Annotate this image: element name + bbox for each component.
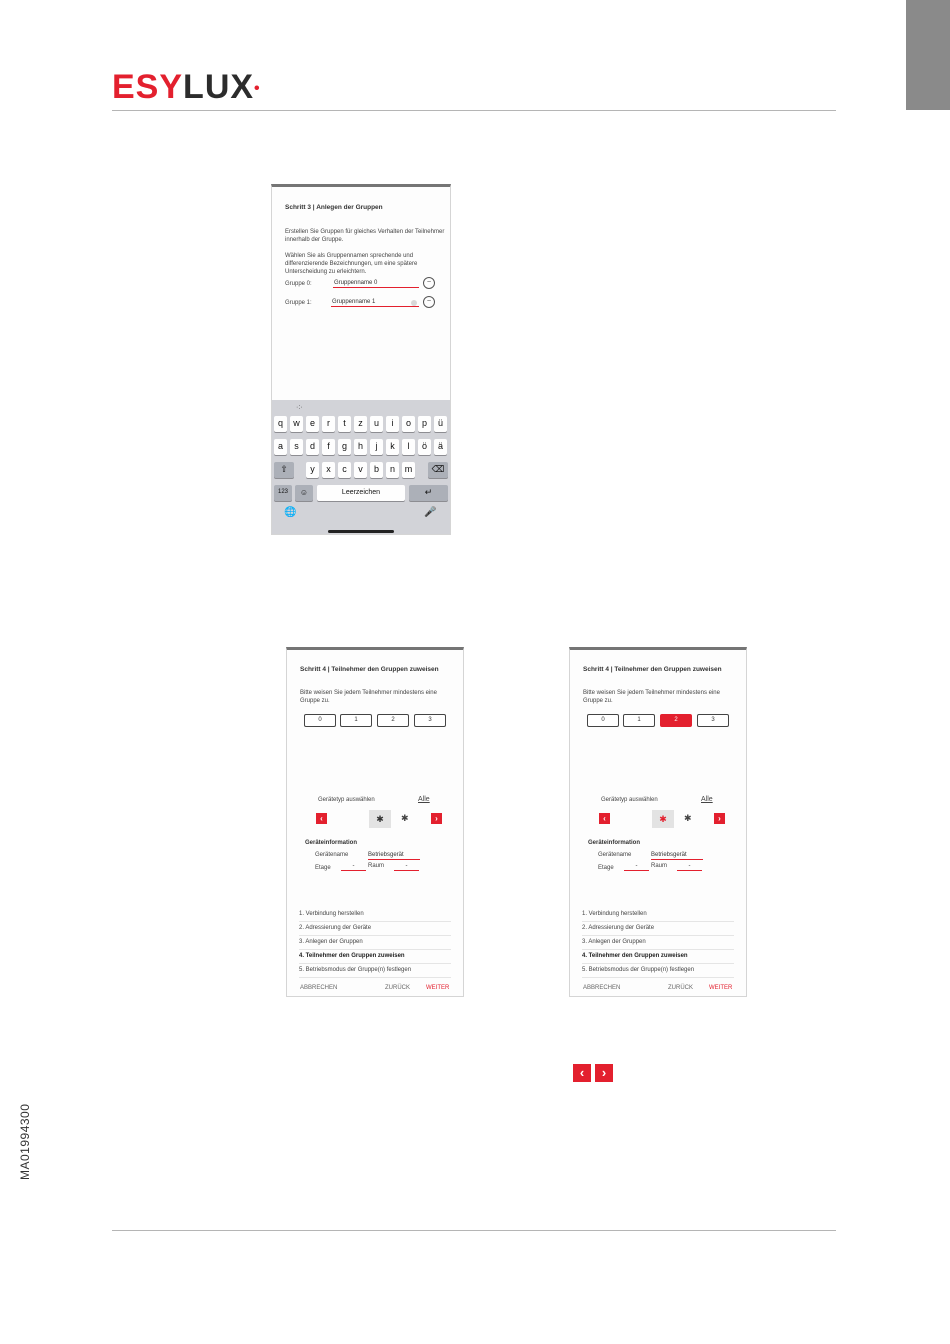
emoji-key[interactable]: ☺ [295, 485, 313, 501]
back-button[interactable]: ZURÜCK [668, 985, 693, 991]
device-type-select[interactable]: Alle [418, 796, 430, 803]
step4-instruction: Bitte weisen Sie jedem Teilnehmer mindestens eine Gruppe zu. [300, 690, 437, 704]
key-f[interactable]: f [322, 439, 335, 455]
room-label: Raum [651, 863, 668, 869]
device-icon[interactable]: ✱ [401, 813, 409, 823]
numbers-key[interactable]: 123 [274, 485, 292, 501]
device-info-heading: Geräteinformation [588, 840, 641, 846]
step-item-2: 2. Adressierung der Geräte [582, 922, 734, 936]
key-g[interactable]: g [338, 439, 351, 455]
key-a[interactable]: a [274, 439, 287, 455]
microphone-icon[interactable]: 🎤 [424, 507, 437, 518]
key-t[interactable]: t [338, 416, 351, 432]
device-type-label: Gerätetyp auswählen [601, 797, 658, 803]
room-field[interactable]: - [677, 862, 702, 871]
shift-key[interactable]: ⇧ [274, 462, 294, 478]
delete-key[interactable]: ⌫ [428, 462, 448, 478]
group-button-0[interactable]: 0 [304, 714, 336, 727]
keyboard-suggestion-icon: ·:· [296, 404, 303, 411]
step-item-5: 5. Betriebsmodus der Gruppe(n) festlegen [582, 964, 734, 978]
key-s[interactable]: s [290, 439, 303, 455]
onscreen-keyboard [272, 400, 450, 535]
group0-edit-icon[interactable]: ~ [423, 277, 435, 289]
floor-label: Etage [315, 865, 331, 871]
room-field[interactable]: - [394, 862, 419, 871]
key-v[interactable]: v [354, 462, 367, 478]
group1-name-input[interactable]: Gruppenname 1 [331, 297, 419, 307]
step-item-3: 3. Anlegen der Gruppen [299, 936, 451, 950]
screenshot-step4-group2-selected [569, 647, 747, 997]
top-divider [112, 110, 836, 111]
step3-para1: Erstellen Sie Gruppen für gleiches Verhalten der Teilnehmer innerhalb der Gruppe. [285, 229, 445, 243]
device-name-label: Gerätename [598, 852, 632, 858]
logo-dot: • [254, 80, 261, 98]
device-icon-selected[interactable]: ✱ [369, 810, 391, 828]
device-info-heading: Geräteinformation [305, 840, 358, 846]
chevron-right-icon: › [595, 1064, 613, 1082]
group-button-1[interactable]: 1 [623, 714, 655, 727]
step4-title: Schritt 4 | Teilnehmer den Gruppen zuweisen [300, 666, 439, 673]
next-button[interactable]: WEITER [426, 985, 450, 991]
key-ae[interactable]: ä [434, 439, 447, 455]
key-h[interactable]: h [354, 439, 367, 455]
step3-title: Schritt 3 | Anlegen der Gruppen [285, 204, 383, 211]
key-o[interactable]: o [402, 416, 415, 432]
device-type-select[interactable]: Alle [701, 796, 713, 803]
key-r[interactable]: r [322, 416, 335, 432]
key-u[interactable]: u [370, 416, 383, 432]
logo-part-esy: ESY [112, 68, 184, 106]
key-x[interactable]: x [322, 462, 335, 478]
group-button-3[interactable]: 3 [414, 714, 446, 727]
device-name-field[interactable]: Betriebsgerät [651, 851, 703, 860]
step-item-2: 2. Adressierung der Geräte [299, 922, 451, 936]
step-list [299, 908, 451, 978]
device-type-label: Gerätetyp auswählen [318, 797, 375, 803]
group0-name-input[interactable]: Gruppenname 0 [333, 278, 419, 288]
next-device-button[interactable]: › [431, 813, 442, 824]
key-p[interactable]: p [418, 416, 431, 432]
key-e[interactable]: e [306, 416, 319, 432]
device-name-label: Gerätename [315, 852, 349, 858]
key-n[interactable]: n [386, 462, 399, 478]
step-item-1: 1. Verbindung herstellen [582, 908, 734, 922]
key-l[interactable]: l [402, 439, 415, 455]
group-button-3[interactable]: 3 [697, 714, 729, 727]
floor-field[interactable]: - [624, 862, 649, 871]
next-device-button[interactable]: › [714, 813, 725, 824]
step3-para2: Wählen Sie als Gruppennamen sprechende und differenzierende Bezeichnungen, um eine spätere Unterscheidung zu erleichtern. [285, 253, 418, 275]
home-indicator [328, 530, 394, 533]
step-item-5: 5. Betriebsmodus der Gruppe(n) festlegen [299, 964, 451, 978]
key-d[interactable]: d [306, 439, 319, 455]
room-label: Raum [368, 863, 385, 869]
group1-label: Gruppe 1: [285, 300, 312, 306]
screenshot-step4-default [286, 647, 464, 997]
floor-field[interactable]: - [341, 862, 366, 871]
floor-label: Etage [598, 865, 614, 871]
step4-instruction: Bitte weisen Sie jedem Teilnehmer mindestens eine Gruppe zu. [583, 690, 720, 704]
document-code: MA01994300 [18, 1103, 32, 1180]
group0-label: Gruppe 0: [285, 281, 312, 287]
step-item-4: 4. Teilnehmer den Gruppen zuweisen [582, 950, 734, 964]
device-icon[interactable]: ✱ [684, 813, 692, 823]
key-ue[interactable]: ü [434, 416, 447, 432]
return-key[interactable]: ↵ [409, 485, 448, 501]
key-w[interactable]: w [290, 416, 303, 432]
key-b[interactable]: b [370, 462, 383, 478]
bottom-divider [112, 1230, 836, 1231]
group-button-2[interactable]: 2 [377, 714, 409, 727]
key-j[interactable]: j [370, 439, 383, 455]
key-k[interactable]: k [386, 439, 399, 455]
step-item-3: 3. Anlegen der Gruppen [582, 936, 734, 950]
key-c[interactable]: c [338, 462, 351, 478]
chevron-left-icon: ‹ [573, 1064, 591, 1082]
cancel-button[interactable]: ABBRECHEN [300, 985, 338, 991]
esylux-logo [112, 70, 261, 104]
key-i[interactable]: i [386, 416, 399, 432]
step4-title: Schritt 4 | Teilnehmer den Gruppen zuweisen [583, 666, 722, 673]
group-button-0[interactable]: 0 [587, 714, 619, 727]
device-icon-selected[interactable]: ✱ [652, 810, 674, 828]
group1-edit-icon[interactable]: ~ [423, 296, 435, 308]
back-button[interactable]: ZURÜCK [385, 985, 410, 991]
key-oe[interactable]: ö [418, 439, 431, 455]
step-list [582, 908, 734, 978]
key-y[interactable]: y [306, 462, 319, 478]
group-button-2-selected[interactable]: 2 [660, 714, 692, 727]
next-button[interactable]: WEITER [709, 985, 733, 991]
key-m[interactable]: m [402, 462, 415, 478]
key-z[interactable]: z [354, 416, 367, 432]
logo-part-lux: LUX [183, 68, 255, 106]
device-name-field[interactable]: Betriebsgerät [368, 851, 420, 860]
prev-device-button[interactable]: ‹ [599, 813, 610, 824]
step-item-1: 1. Verbindung herstellen [299, 908, 451, 922]
cancel-button[interactable]: ABBRECHEN [583, 985, 621, 991]
group-button-1[interactable]: 1 [340, 714, 372, 727]
corner-tab [906, 0, 950, 110]
step-item-4: 4. Teilnehmer den Gruppen zuweisen [299, 950, 451, 964]
space-key[interactable]: Leerzeichen [317, 485, 405, 501]
prev-device-button[interactable]: ‹ [316, 813, 327, 824]
clear-input-icon[interactable] [411, 300, 417, 306]
screenshot-step3 [271, 184, 451, 535]
globe-icon[interactable]: 🌐 [284, 507, 297, 518]
key-q[interactable]: q [274, 416, 287, 432]
